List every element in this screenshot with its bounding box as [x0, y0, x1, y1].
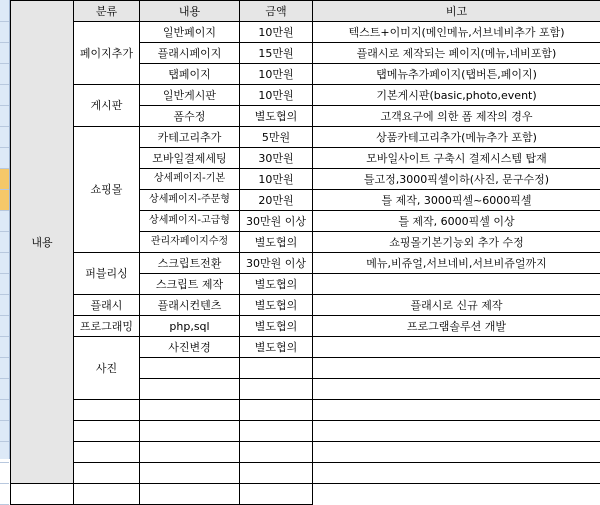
- price-cell[interactable]: 별도협의: [240, 316, 313, 337]
- price-cell[interactable]: 별도협의: [240, 106, 313, 127]
- price-cell[interactable]: 별도협의: [240, 337, 313, 358]
- note-cell[interactable]: 고객요구에 의한 폼 제작의 경우: [313, 106, 600, 127]
- row-header-cell[interactable]: [0, 127, 9, 148]
- price-cell[interactable]: 30만원: [240, 148, 313, 169]
- row-header-cell[interactable]: [0, 1, 9, 22]
- empty-cell[interactable]: [140, 358, 240, 379]
- table-row: [11, 253, 600, 274]
- price-cell[interactable]: 30만원 이상: [240, 253, 313, 274]
- header-note[interactable]: 비고: [313, 1, 600, 22]
- empty-cell[interactable]: [240, 400, 313, 421]
- price-cell[interactable]: 10만원: [240, 85, 313, 106]
- item-cell[interactable]: 일반페이지: [140, 22, 240, 43]
- item-cell[interactable]: 플래시페이지: [140, 43, 240, 64]
- empty-cell[interactable]: [240, 442, 313, 463]
- row-header-cell[interactable]: [0, 211, 9, 232]
- category-cell[interactable]: 게시판: [74, 85, 140, 127]
- empty-cell[interactable]: [74, 442, 140, 463]
- empty-cell[interactable]: [240, 484, 313, 505]
- empty-cell[interactable]: [140, 463, 240, 484]
- note-cell[interactable]: 탭메뉴추가페이지(탭버튼,페이지): [313, 64, 600, 85]
- note-cell[interactable]: 텍스트+이미지(메인메뉴,서브네비추가 포함): [313, 22, 600, 43]
- price-cell[interactable]: 10만원: [240, 22, 313, 43]
- empty-cell[interactable]: [74, 463, 140, 484]
- table-row: [11, 337, 600, 358]
- price-cell[interactable]: 별도협의: [240, 232, 313, 253]
- table-row: [11, 127, 600, 148]
- row-header-cell[interactable]: [0, 421, 9, 442]
- empty-cell[interactable]: [11, 484, 74, 505]
- empty-cell[interactable]: [140, 400, 240, 421]
- table-row: [11, 463, 600, 484]
- empty-cell[interactable]: [240, 421, 313, 442]
- row-header-strip: [0, 0, 10, 459]
- header-item[interactable]: 내용: [140, 1, 240, 22]
- row-header-cell[interactable]: [0, 442, 9, 463]
- header-category[interactable]: 분류: [74, 1, 140, 22]
- side-label-cell[interactable]: 내용: [11, 1, 74, 484]
- table-row: [11, 400, 600, 421]
- table-row: [11, 421, 600, 442]
- category-cell[interactable]: 퍼블리싱: [74, 253, 140, 295]
- item-cell[interactable]: 상세페이지-주문형: [140, 190, 240, 211]
- empty-cell[interactable]: [313, 358, 600, 379]
- note-cell[interactable]: 쇼핑몰기본기능외 추가 수정: [313, 232, 600, 253]
- item-cell[interactable]: 일반게시판: [140, 85, 240, 106]
- note-cell[interactable]: 플래시로 신규 제작: [313, 295, 600, 316]
- header-price[interactable]: 금액: [240, 1, 313, 22]
- note-cell[interactable]: 틀 제작, 6000픽셀 이상: [313, 211, 600, 232]
- item-cell[interactable]: 상세페이지-기본: [140, 169, 240, 190]
- note-cell[interactable]: [313, 274, 600, 295]
- category-cell[interactable]: 사진: [74, 337, 140, 400]
- row-header-cell[interactable]: [0, 43, 9, 64]
- item-cell[interactable]: 모바일결제세팅: [140, 148, 240, 169]
- item-cell[interactable]: 폼수정: [140, 106, 240, 127]
- empty-cell[interactable]: [313, 379, 600, 400]
- item-cell[interactable]: 플래시컨텐츠: [140, 295, 240, 316]
- price-cell[interactable]: 30만원 이상: [240, 211, 313, 232]
- item-cell[interactable]: 스크립트전환: [140, 253, 240, 274]
- category-cell[interactable]: 페이지추가: [74, 22, 140, 85]
- row-header-cell[interactable]: [0, 484, 9, 505]
- row-header-cell[interactable]: [0, 400, 9, 421]
- empty-cell[interactable]: [240, 358, 313, 379]
- price-cell[interactable]: 15만원: [240, 43, 313, 64]
- table-row: [11, 442, 600, 463]
- price-cell[interactable]: 5만원: [240, 127, 313, 148]
- empty-cell[interactable]: [140, 421, 240, 442]
- row-header-cell[interactable]: [0, 64, 9, 85]
- row-header-cell[interactable]: [0, 232, 9, 253]
- table-row: [11, 85, 600, 106]
- empty-cell[interactable]: [140, 379, 240, 400]
- empty-cell[interactable]: [140, 484, 240, 505]
- note-cell[interactable]: 메뉴,비쥬얼,서브네비,서브비쥬얼까지: [313, 253, 600, 274]
- item-cell[interactable]: 탭페이지: [140, 64, 240, 85]
- empty-cell[interactable]: [74, 400, 140, 421]
- item-cell[interactable]: 관리자페이지수정: [140, 232, 240, 253]
- row-header-cell[interactable]: [0, 169, 9, 190]
- note-cell[interactable]: 플래시로 제작되는 페이지(메뉴,네비포함): [313, 43, 600, 64]
- header-row: [11, 1, 600, 22]
- row-header-cell[interactable]: [0, 85, 9, 106]
- item-cell[interactable]: 카테고리추가: [140, 127, 240, 148]
- table-row: [11, 484, 600, 505]
- row-header-cell[interactable]: [0, 22, 9, 43]
- price-cell[interactable]: 20만원: [240, 190, 313, 211]
- note-cell[interactable]: 기본게시판(basic,photo,event): [313, 85, 600, 106]
- row-header-cell[interactable]: [0, 337, 9, 358]
- table-row: [11, 295, 600, 316]
- note-cell[interactable]: 틀고정,3000픽셀이하(사진, 문구수정): [313, 169, 600, 190]
- price-cell[interactable]: 별도협의: [240, 274, 313, 295]
- empty-cell[interactable]: [74, 421, 140, 442]
- row-header-cell[interactable]: [0, 379, 9, 400]
- row-header-cell[interactable]: [0, 316, 9, 337]
- empty-cell[interactable]: [313, 421, 600, 442]
- empty-cell[interactable]: [240, 379, 313, 400]
- note-cell[interactable]: 틀 제작, 3000픽셀~6000픽셀: [313, 190, 600, 211]
- category-cell[interactable]: 플래시: [74, 295, 140, 316]
- empty-cell[interactable]: [313, 463, 600, 484]
- note-cell[interactable]: 모바일사이트 구축시 결제시스템 탑재: [313, 148, 600, 169]
- table-row: [11, 316, 600, 337]
- empty-cell[interactable]: [74, 484, 140, 505]
- row-header-cell[interactable]: [0, 253, 9, 274]
- price-table: [10, 0, 600, 505]
- row-header-cell[interactable]: [0, 148, 9, 169]
- row-header-cell[interactable]: [0, 358, 9, 379]
- row-header-cell[interactable]: [0, 463, 9, 484]
- category-cell[interactable]: 프로그래밍: [74, 316, 140, 337]
- empty-cell[interactable]: [240, 463, 313, 484]
- note-cell[interactable]: 프로그램솔루션 개발: [313, 316, 600, 337]
- note-cell[interactable]: [313, 337, 600, 358]
- price-cell[interactable]: 10만원: [240, 64, 313, 85]
- table-row: [11, 22, 600, 43]
- row-header-cell[interactable]: [0, 274, 9, 295]
- price-cell[interactable]: 별도협의: [240, 295, 313, 316]
- item-cell[interactable]: 스크립트 제작: [140, 274, 240, 295]
- price-cell[interactable]: 10만원: [240, 169, 313, 190]
- empty-cell[interactable]: [313, 442, 600, 463]
- empty-cell[interactable]: [140, 442, 240, 463]
- item-cell[interactable]: php,sql: [140, 316, 240, 337]
- row-header-cell[interactable]: [0, 106, 9, 127]
- note-cell[interactable]: 상품카테고리추가(메뉴추가 포함): [313, 127, 600, 148]
- item-cell[interactable]: 상세페이지-고급형: [140, 211, 240, 232]
- category-cell[interactable]: 쇼핑몰: [74, 127, 140, 253]
- item-cell[interactable]: 사진변경: [140, 337, 240, 358]
- row-header-cell[interactable]: [0, 190, 9, 211]
- row-header-cell[interactable]: [0, 295, 9, 316]
- empty-cell[interactable]: [313, 400, 600, 421]
